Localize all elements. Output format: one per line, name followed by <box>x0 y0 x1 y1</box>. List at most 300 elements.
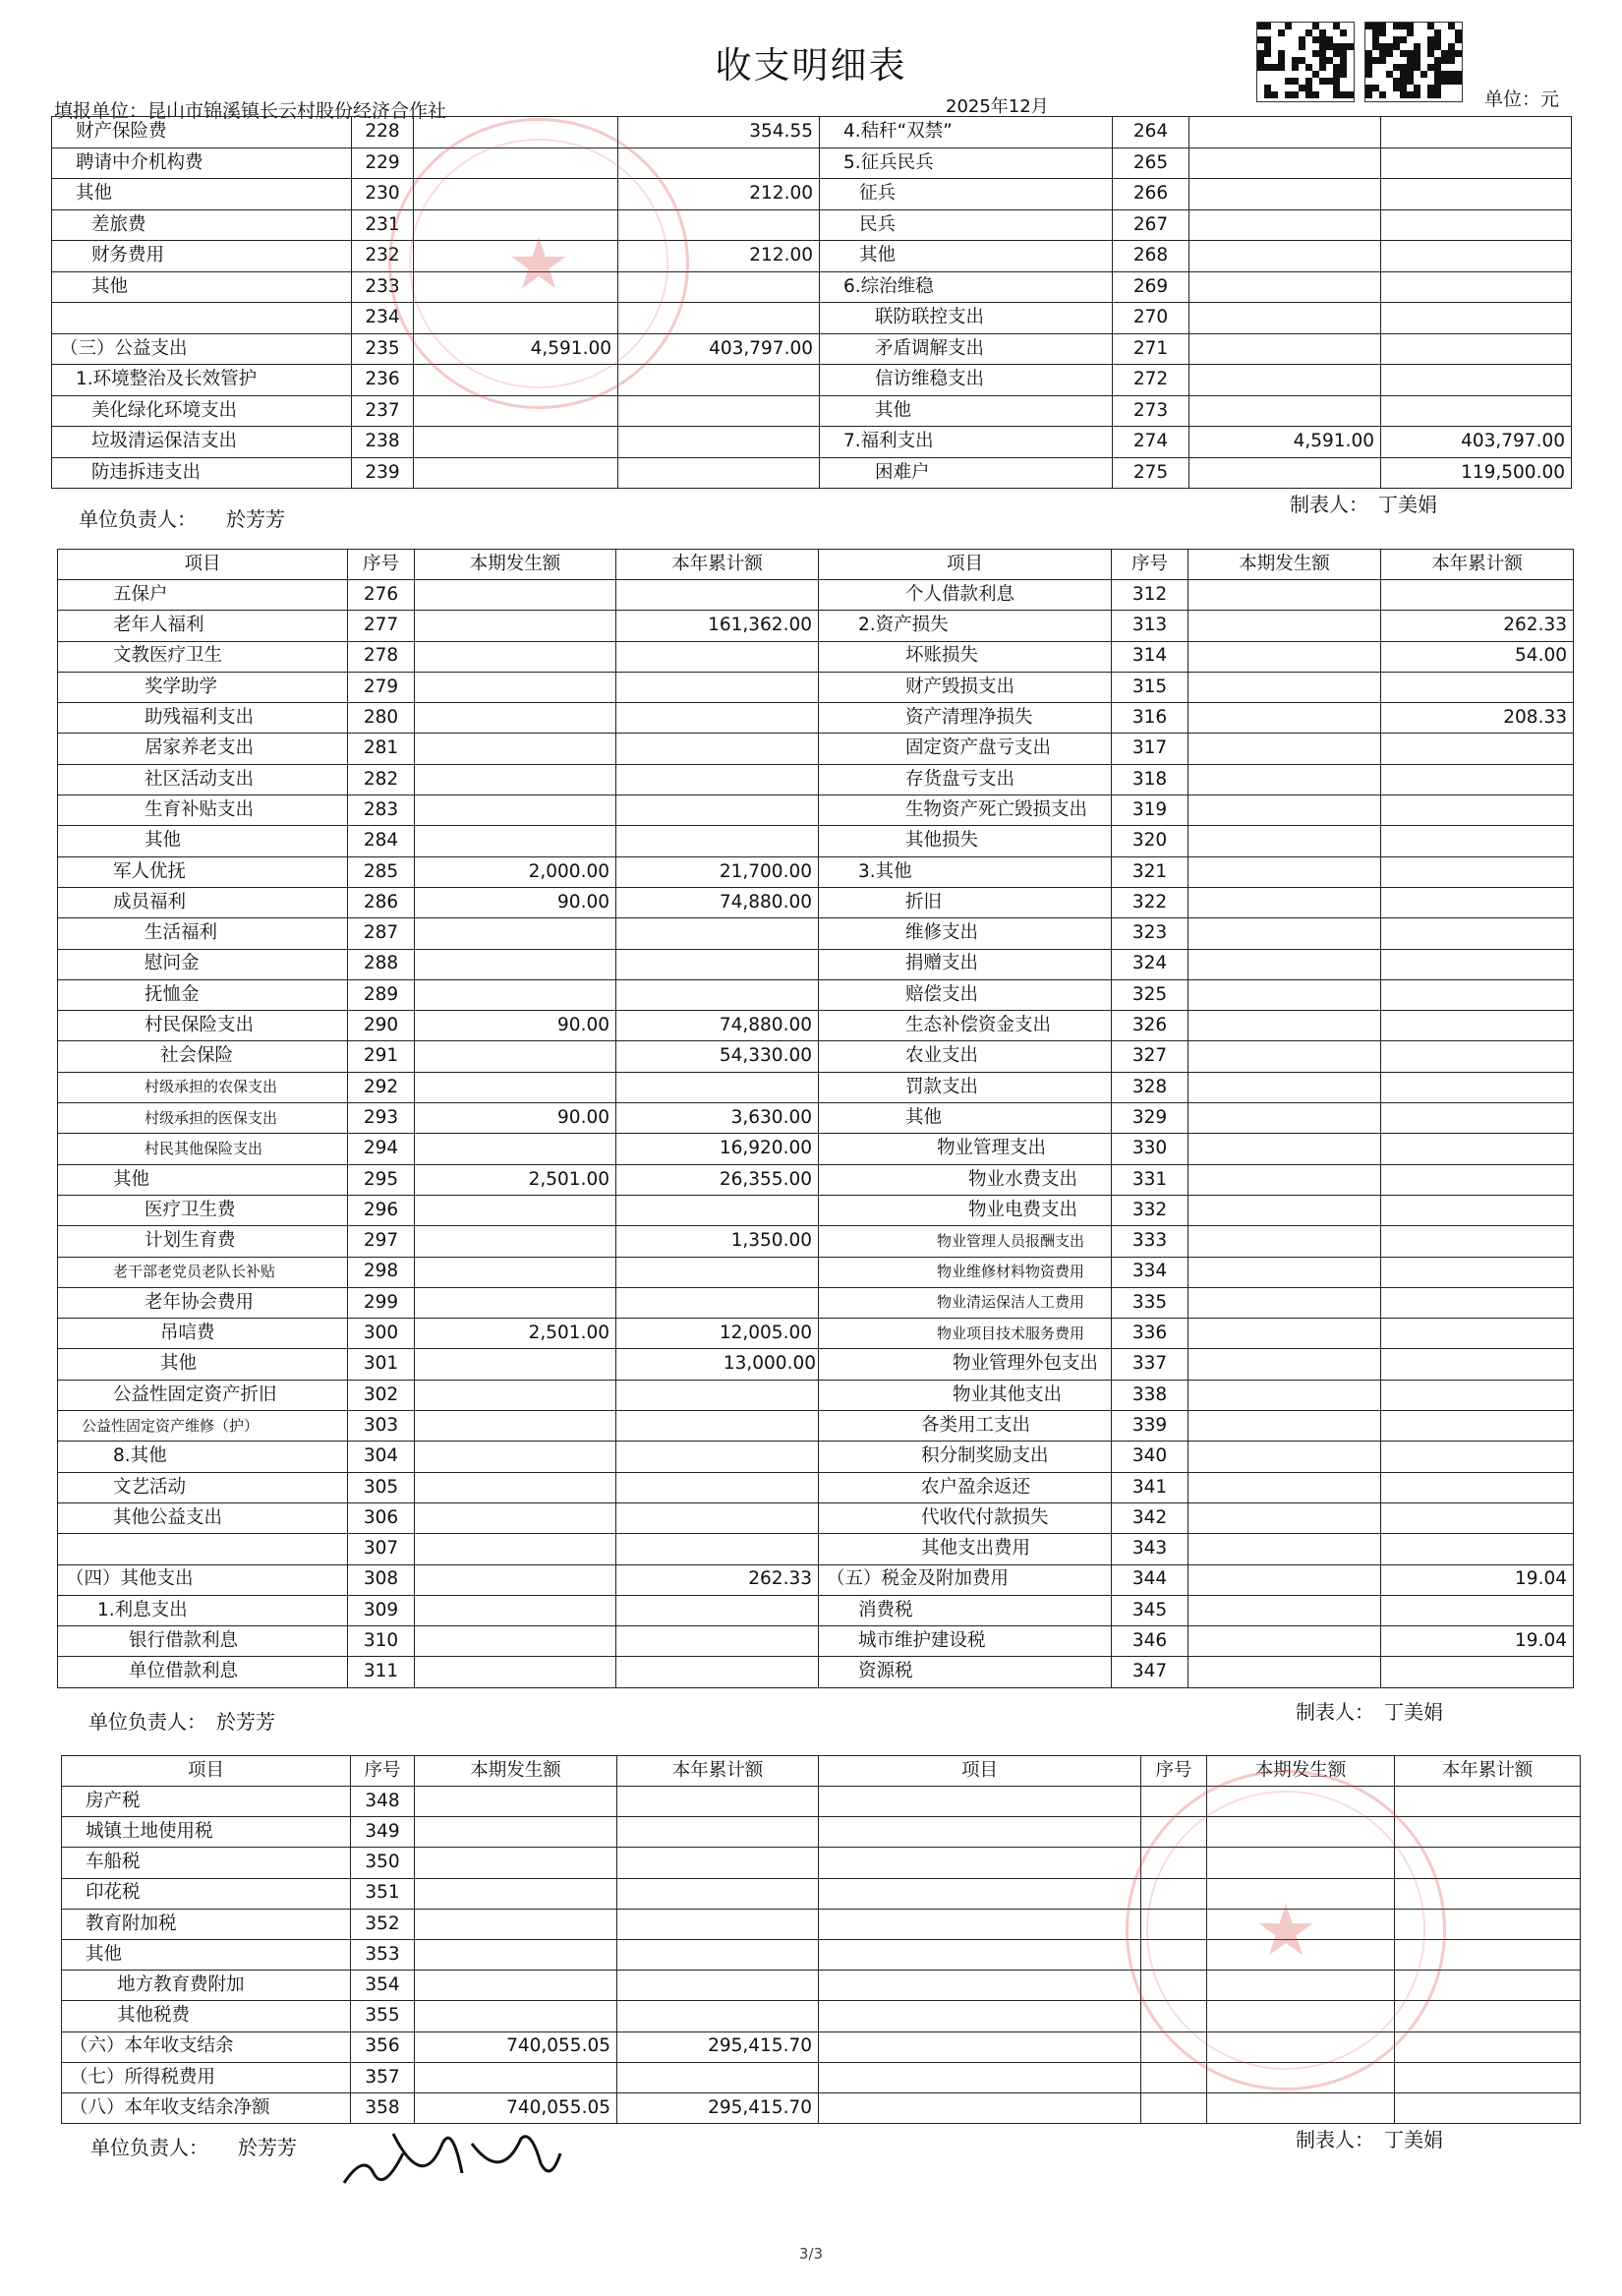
table-row <box>58 1226 1574 1257</box>
cell-ytd <box>1381 303 1572 334</box>
cell-ytd <box>1381 1595 1574 1625</box>
cell-no: 233 <box>352 271 414 303</box>
cell-ytd <box>1381 271 1572 303</box>
unit-principal-signature: 单位负责人： 於芳芳 <box>88 1710 275 1734</box>
cell-ytd <box>1395 1909 1581 1939</box>
cell-cur <box>1188 1164 1381 1195</box>
cell-ytd <box>616 1626 819 1657</box>
cell-no: 339 <box>1112 1411 1188 1442</box>
cell-item: 物业清运保洁人工费用 <box>819 1287 1112 1318</box>
cell-item: 村级承担的农保支出 <box>58 1072 348 1102</box>
cell-cur <box>1207 1817 1395 1848</box>
cell-no: 309 <box>348 1595 415 1625</box>
cell-item: 2.资产损失 <box>819 611 1112 641</box>
table-row <box>58 764 1574 795</box>
cell-item: 生物资产死亡毁损支出 <box>819 795 1112 826</box>
cell-item: 生活福利 <box>58 918 348 949</box>
cell-ytd <box>1381 1472 1574 1502</box>
cell-no: 230 <box>352 179 414 210</box>
cell-ytd <box>618 427 820 458</box>
cell-item: 老干部老党员老队长补贴 <box>58 1257 348 1287</box>
cell-no: 306 <box>348 1502 415 1533</box>
cell-cur <box>414 303 618 334</box>
cell-no <box>1141 2062 1207 2092</box>
cell-item: 财务费用 <box>52 241 352 272</box>
cell-ytd <box>616 641 819 672</box>
cell-ytd: 12,005.00 <box>616 1319 819 1349</box>
cell-item: 7.福利支出 <box>820 427 1113 458</box>
cell-ytd <box>1381 1164 1574 1195</box>
cell-no: 239 <box>352 457 414 489</box>
cell-item: 差旅费 <box>52 209 352 241</box>
cell-cur <box>415 1878 617 1909</box>
cell-item <box>819 1878 1141 1909</box>
cell-cur <box>1188 1072 1381 1102</box>
table-row <box>62 1787 1581 1817</box>
cell-item: 社区活动支出 <box>58 764 348 795</box>
cell-cur: 2,501.00 <box>415 1164 616 1195</box>
cell-cur <box>1189 241 1381 272</box>
cell-item: 教育附加税 <box>62 1909 351 1939</box>
cell-no: 356 <box>351 2031 415 2062</box>
cell-no: 300 <box>348 1319 415 1349</box>
cell-ytd <box>1381 1349 1574 1380</box>
cell-cur: 740,055.05 <box>415 2092 617 2123</box>
cell-cur <box>415 611 616 641</box>
cell-item: 房产税 <box>62 1787 351 1817</box>
table-row <box>52 179 1572 210</box>
detail-table-section-1 <box>51 116 1572 489</box>
cell-no: 325 <box>1112 979 1188 1010</box>
cell-ytd: 26,355.00 <box>616 1164 819 1195</box>
cell-ytd <box>1381 209 1572 241</box>
table-row <box>52 395 1572 427</box>
cell-ytd <box>617 2062 819 2092</box>
cell-ytd <box>1395 2031 1581 2062</box>
cell-cur: 2,501.00 <box>415 1319 616 1349</box>
cell-no: 229 <box>352 147 414 179</box>
table-row <box>58 1134 1574 1164</box>
cell-item: 城镇土地使用税 <box>62 1817 351 1848</box>
column-header-cur: 本期发生额 <box>415 550 616 580</box>
detail-table-section-2 <box>57 549 1574 1688</box>
cell-cur <box>415 1909 617 1939</box>
cell-no: 277 <box>348 611 415 641</box>
cell-item: 助残福利支出 <box>58 703 348 734</box>
cell-item <box>819 1787 1141 1817</box>
cell-no: 310 <box>348 1626 415 1657</box>
cell-ytd <box>1381 1072 1574 1102</box>
cell-cur <box>1188 1502 1381 1533</box>
cell-no: 301 <box>348 1349 415 1380</box>
table-row <box>58 1041 1574 1072</box>
cell-cur <box>414 179 618 210</box>
cell-ytd <box>1381 1287 1574 1318</box>
table-row <box>58 611 1574 641</box>
cell-item: 计划生育费 <box>58 1226 348 1257</box>
cell-cur <box>1188 795 1381 826</box>
table-row <box>58 641 1574 672</box>
cell-ytd: 13,000.00 <box>616 1349 819 1380</box>
cell-item: 矛盾调解支出 <box>820 333 1113 365</box>
cell-ytd: 54,330.00 <box>616 1041 819 1072</box>
cell-item: 资源税 <box>819 1657 1112 1687</box>
cell-no: 298 <box>348 1257 415 1287</box>
column-header-no: 序号 <box>351 1756 415 1787</box>
cell-no: 354 <box>351 1971 415 2001</box>
cell-item: 资产清理净损失 <box>819 703 1112 734</box>
cell-item: 征兵 <box>820 179 1113 210</box>
cell-ytd <box>1395 1787 1581 1817</box>
cell-cur <box>415 1472 616 1502</box>
cell-item <box>819 2001 1141 2031</box>
table-row <box>58 734 1574 764</box>
cell-ytd: 16,920.00 <box>616 1134 819 1164</box>
cell-ytd <box>1381 1226 1574 1257</box>
cell-item: 农户盈余返还 <box>819 1472 1112 1502</box>
cell-ytd <box>1395 2092 1581 2123</box>
cell-no: 303 <box>348 1411 415 1442</box>
cell-cur <box>1207 1939 1395 1970</box>
table-row <box>58 1164 1574 1195</box>
cell-cur <box>1189 365 1381 396</box>
cell-ytd <box>1381 1103 1574 1134</box>
table-row <box>58 856 1574 887</box>
column-header-ytd: 本年累计额 <box>617 1756 819 1787</box>
cell-ytd <box>618 457 820 489</box>
cell-item: 老年人福利 <box>58 611 348 641</box>
cell-item: 各类用工支出 <box>819 1411 1112 1442</box>
cell-ytd <box>616 734 819 764</box>
cell-ytd <box>1381 1442 1574 1472</box>
cell-ytd: 262.33 <box>616 1564 819 1595</box>
column-header-item: 项目 <box>819 1756 1141 1787</box>
cell-ytd <box>616 672 819 702</box>
cell-item: 城市维护建设税 <box>819 1626 1112 1657</box>
cell-cur <box>414 241 618 272</box>
cell-cur <box>1188 1564 1381 1595</box>
cell-item <box>819 2031 1141 2062</box>
cell-item: （六）本年收支结余 <box>62 2031 351 2062</box>
cell-no: 290 <box>348 1011 415 1041</box>
column-header-item: 项目 <box>58 550 348 580</box>
cell-ytd: 119,500.00 <box>1381 457 1572 489</box>
cell-cur <box>414 209 618 241</box>
cell-item: 其他 <box>52 179 352 210</box>
cell-no: 338 <box>1112 1380 1188 1410</box>
cell-no: 315 <box>1112 672 1188 702</box>
cell-cur <box>1189 303 1381 334</box>
cell-no: 297 <box>348 1226 415 1257</box>
cell-item: 成员福利 <box>58 887 348 917</box>
cell-cur <box>1188 1011 1381 1041</box>
cell-ytd <box>617 1848 819 1878</box>
cell-cur <box>414 457 618 489</box>
cell-no: 324 <box>1112 949 1188 979</box>
cell-ytd <box>1381 241 1572 272</box>
cell-item: 其他 <box>62 1939 351 1970</box>
cell-cur <box>1207 1878 1395 1909</box>
cell-item: （四）其他支出 <box>58 1564 348 1595</box>
cell-cur <box>1189 333 1381 365</box>
cell-no: 312 <box>1112 580 1188 611</box>
cell-cur <box>415 1134 616 1164</box>
cell-item <box>819 1909 1141 1939</box>
cell-no: 293 <box>348 1103 415 1134</box>
table-row <box>58 1072 1574 1102</box>
cell-ytd <box>616 1657 819 1687</box>
cell-ytd <box>1381 918 1574 949</box>
cell-no: 264 <box>1113 117 1189 148</box>
cell-ytd <box>616 1380 819 1410</box>
cell-item: 文艺活动 <box>58 1472 348 1502</box>
table-header-row <box>62 1756 1581 1787</box>
table-row <box>58 1472 1574 1502</box>
cell-cur <box>1188 1103 1381 1134</box>
cell-ytd <box>1381 764 1574 795</box>
cell-no: 279 <box>348 672 415 702</box>
column-header-item: 项目 <box>62 1756 351 1787</box>
cell-no: 294 <box>348 1134 415 1164</box>
cell-ytd <box>617 1817 819 1848</box>
cell-ytd <box>1381 887 1574 917</box>
column-header-cur: 本期发生额 <box>1188 550 1381 580</box>
cell-ytd: 19.04 <box>1381 1626 1574 1657</box>
cell-cur <box>1189 117 1381 148</box>
cell-ytd <box>1381 1257 1574 1287</box>
table-row <box>62 1939 1581 1970</box>
cell-cur <box>1188 1595 1381 1625</box>
cell-cur <box>1188 1195 1381 1225</box>
column-header-no: 序号 <box>348 550 415 580</box>
cell-ytd: 19.04 <box>1381 1564 1574 1595</box>
cell-cur <box>415 764 616 795</box>
cell-no: 295 <box>348 1164 415 1195</box>
cell-cur <box>415 1380 616 1410</box>
cell-no: 322 <box>1112 887 1188 917</box>
cell-item: 公益性固定资产折旧 <box>58 1380 348 1410</box>
cell-no: 317 <box>1112 734 1188 764</box>
cell-cur <box>415 1848 617 1878</box>
cell-no: 326 <box>1112 1011 1188 1041</box>
cell-item: 其他 <box>58 1349 348 1380</box>
cell-no: 337 <box>1112 1349 1188 1380</box>
table-row <box>58 1626 1574 1657</box>
cell-no: 271 <box>1113 333 1189 365</box>
cell-cur <box>1207 1909 1395 1939</box>
cell-cur <box>415 1195 616 1225</box>
cell-cur <box>1188 826 1381 856</box>
cell-cur <box>415 826 616 856</box>
cell-ytd <box>616 1195 819 1225</box>
cell-cur <box>414 117 618 148</box>
cell-item: 医疗卫生费 <box>58 1195 348 1225</box>
cell-item: 困难户 <box>820 457 1113 489</box>
cell-no: 284 <box>348 826 415 856</box>
cell-cur <box>1188 1534 1381 1564</box>
cell-item: 财产毁损支出 <box>819 672 1112 702</box>
cell-no: 330 <box>1112 1134 1188 1164</box>
cell-no: 332 <box>1112 1195 1188 1225</box>
cell-ytd: 295,415.70 <box>617 2031 819 2062</box>
cell-no: 311 <box>348 1657 415 1687</box>
cell-no: 345 <box>1112 1595 1188 1625</box>
cell-item: 印花税 <box>62 1878 351 1909</box>
cell-ytd <box>1381 1319 1574 1349</box>
table-row <box>58 1564 1574 1595</box>
cell-item: 美化绿化环境支出 <box>52 395 352 427</box>
cell-cur <box>415 1564 616 1595</box>
cell-item: 罚款支出 <box>819 1072 1112 1102</box>
cell-ytd: 354.55 <box>618 117 820 148</box>
cell-item <box>819 1971 1141 2001</box>
cell-item: 维修支出 <box>819 918 1112 949</box>
table-row <box>62 1909 1581 1939</box>
cell-no: 275 <box>1113 457 1189 489</box>
cell-cur: 90.00 <box>415 1011 616 1041</box>
cell-ytd <box>617 1971 819 2001</box>
cell-cur <box>1207 2031 1395 2062</box>
table-header-row <box>58 550 1574 580</box>
cell-no: 333 <box>1112 1226 1188 1257</box>
cell-no: 299 <box>348 1287 415 1318</box>
table-row <box>52 303 1572 334</box>
cell-no: 235 <box>352 333 414 365</box>
cell-item: 垃圾清运保洁支出 <box>52 427 352 458</box>
column-header-ytd: 本年累计额 <box>1395 1756 1581 1787</box>
cell-ytd <box>1381 395 1572 427</box>
cell-no: 323 <box>1112 918 1188 949</box>
cell-no: 320 <box>1112 826 1188 856</box>
cell-cur <box>1188 764 1381 795</box>
table-row <box>52 117 1572 148</box>
cell-ytd <box>1381 1134 1574 1164</box>
cell-ytd: 295,415.70 <box>617 2092 819 2123</box>
cell-ytd <box>1381 147 1572 179</box>
cell-ytd <box>618 395 820 427</box>
cell-ytd <box>616 1257 819 1287</box>
cell-no: 289 <box>348 979 415 1010</box>
cell-ytd <box>616 1534 819 1564</box>
cell-ytd <box>1381 856 1574 887</box>
cell-item: 4.秸秆“双禁” <box>820 117 1113 148</box>
cell-ytd <box>618 271 820 303</box>
cell-cur <box>1189 179 1381 210</box>
cell-ytd <box>616 764 819 795</box>
cell-cur <box>1188 1134 1381 1164</box>
cell-item: 奖学助学 <box>58 672 348 702</box>
cell-no: 318 <box>1112 764 1188 795</box>
column-header-no: 序号 <box>1141 1756 1207 1787</box>
table-row <box>52 147 1572 179</box>
cell-ytd <box>617 1787 819 1817</box>
cell-item: 村民保险支出 <box>58 1011 348 1041</box>
qr-code-icon <box>1364 22 1463 102</box>
cell-no: 232 <box>352 241 414 272</box>
cell-ytd <box>1381 1411 1574 1442</box>
cell-item: 消费税 <box>819 1595 1112 1625</box>
cell-item <box>819 2062 1141 2092</box>
cell-ytd <box>617 1939 819 1970</box>
cell-item: 聘请中介机构费 <box>52 147 352 179</box>
cell-item: 其他 <box>58 826 348 856</box>
cell-cur <box>414 147 618 179</box>
cell-ytd: 54.00 <box>1381 641 1574 672</box>
table-row <box>62 2001 1581 2031</box>
cell-cur <box>1188 611 1381 641</box>
cell-item: 物业管理支出 <box>819 1134 1112 1164</box>
cell-no: 344 <box>1112 1564 1188 1595</box>
cell-cur <box>415 1349 616 1380</box>
cell-cur <box>415 641 616 672</box>
cell-cur <box>414 365 618 396</box>
cell-ytd <box>1381 979 1574 1010</box>
cell-cur <box>415 1787 617 1817</box>
cell-cur <box>415 1257 616 1287</box>
cell-item: 其他公益支出 <box>58 1502 348 1533</box>
cell-ytd <box>1395 1939 1581 1970</box>
cell-item: 居家养老支出 <box>58 734 348 764</box>
cell-item: 抚恤金 <box>58 979 348 1010</box>
cell-cur <box>415 1072 616 1102</box>
currency-unit: 单位：元 <box>1484 88 1560 110</box>
cell-ytd <box>616 1595 819 1625</box>
preparer-signature: 制表人： 丁美娟 <box>1296 1700 1443 1724</box>
cell-item: 物业管理外包支出 <box>819 1349 1112 1380</box>
table-row <box>58 672 1574 702</box>
cell-item: 车船税 <box>62 1848 351 1878</box>
cell-cur <box>415 1287 616 1318</box>
cell-item: 捐赠支出 <box>819 949 1112 979</box>
cell-no: 272 <box>1113 365 1189 396</box>
cell-ytd: 3,630.00 <box>616 1103 819 1134</box>
cell-cur <box>1207 2092 1395 2123</box>
cell-no: 265 <box>1113 147 1189 179</box>
cell-ytd <box>1381 333 1572 365</box>
cell-item: （五）税金及附加费用 <box>819 1564 1112 1595</box>
table-row <box>62 2031 1581 2062</box>
cell-cur <box>414 427 618 458</box>
preparer-signature: 制表人： 丁美娟 <box>1290 493 1437 516</box>
cell-ytd <box>618 303 820 334</box>
cell-cur <box>1188 1257 1381 1287</box>
cell-item: 民兵 <box>820 209 1113 241</box>
cell-ytd <box>1395 1817 1581 1848</box>
table-row <box>58 979 1574 1010</box>
table-row <box>58 1287 1574 1318</box>
cell-ytd: 212.00 <box>618 179 820 210</box>
cell-item: 代收代付款损失 <box>819 1502 1112 1533</box>
cell-no: 314 <box>1112 641 1188 672</box>
cell-item <box>52 303 352 334</box>
cell-ytd <box>618 365 820 396</box>
cell-no: 313 <box>1112 611 1188 641</box>
cell-no: 237 <box>352 395 414 427</box>
cell-cur <box>414 271 618 303</box>
cell-item: 财产保险费 <box>52 117 352 148</box>
cell-no: 305 <box>348 1472 415 1502</box>
reporting-unit: 填报单位：昆山市锦溪镇长云村股份经济合作社 <box>54 100 447 122</box>
qr-code-icon <box>1256 22 1355 102</box>
cell-no: 343 <box>1112 1534 1188 1564</box>
cell-item: 社会保险 <box>58 1041 348 1072</box>
cell-no: 357 <box>351 2062 415 2092</box>
cell-ytd <box>616 1411 819 1442</box>
cell-no: 347 <box>1112 1657 1188 1687</box>
cell-ytd: 212.00 <box>618 241 820 272</box>
cell-cur <box>1188 641 1381 672</box>
cell-no: 278 <box>348 641 415 672</box>
